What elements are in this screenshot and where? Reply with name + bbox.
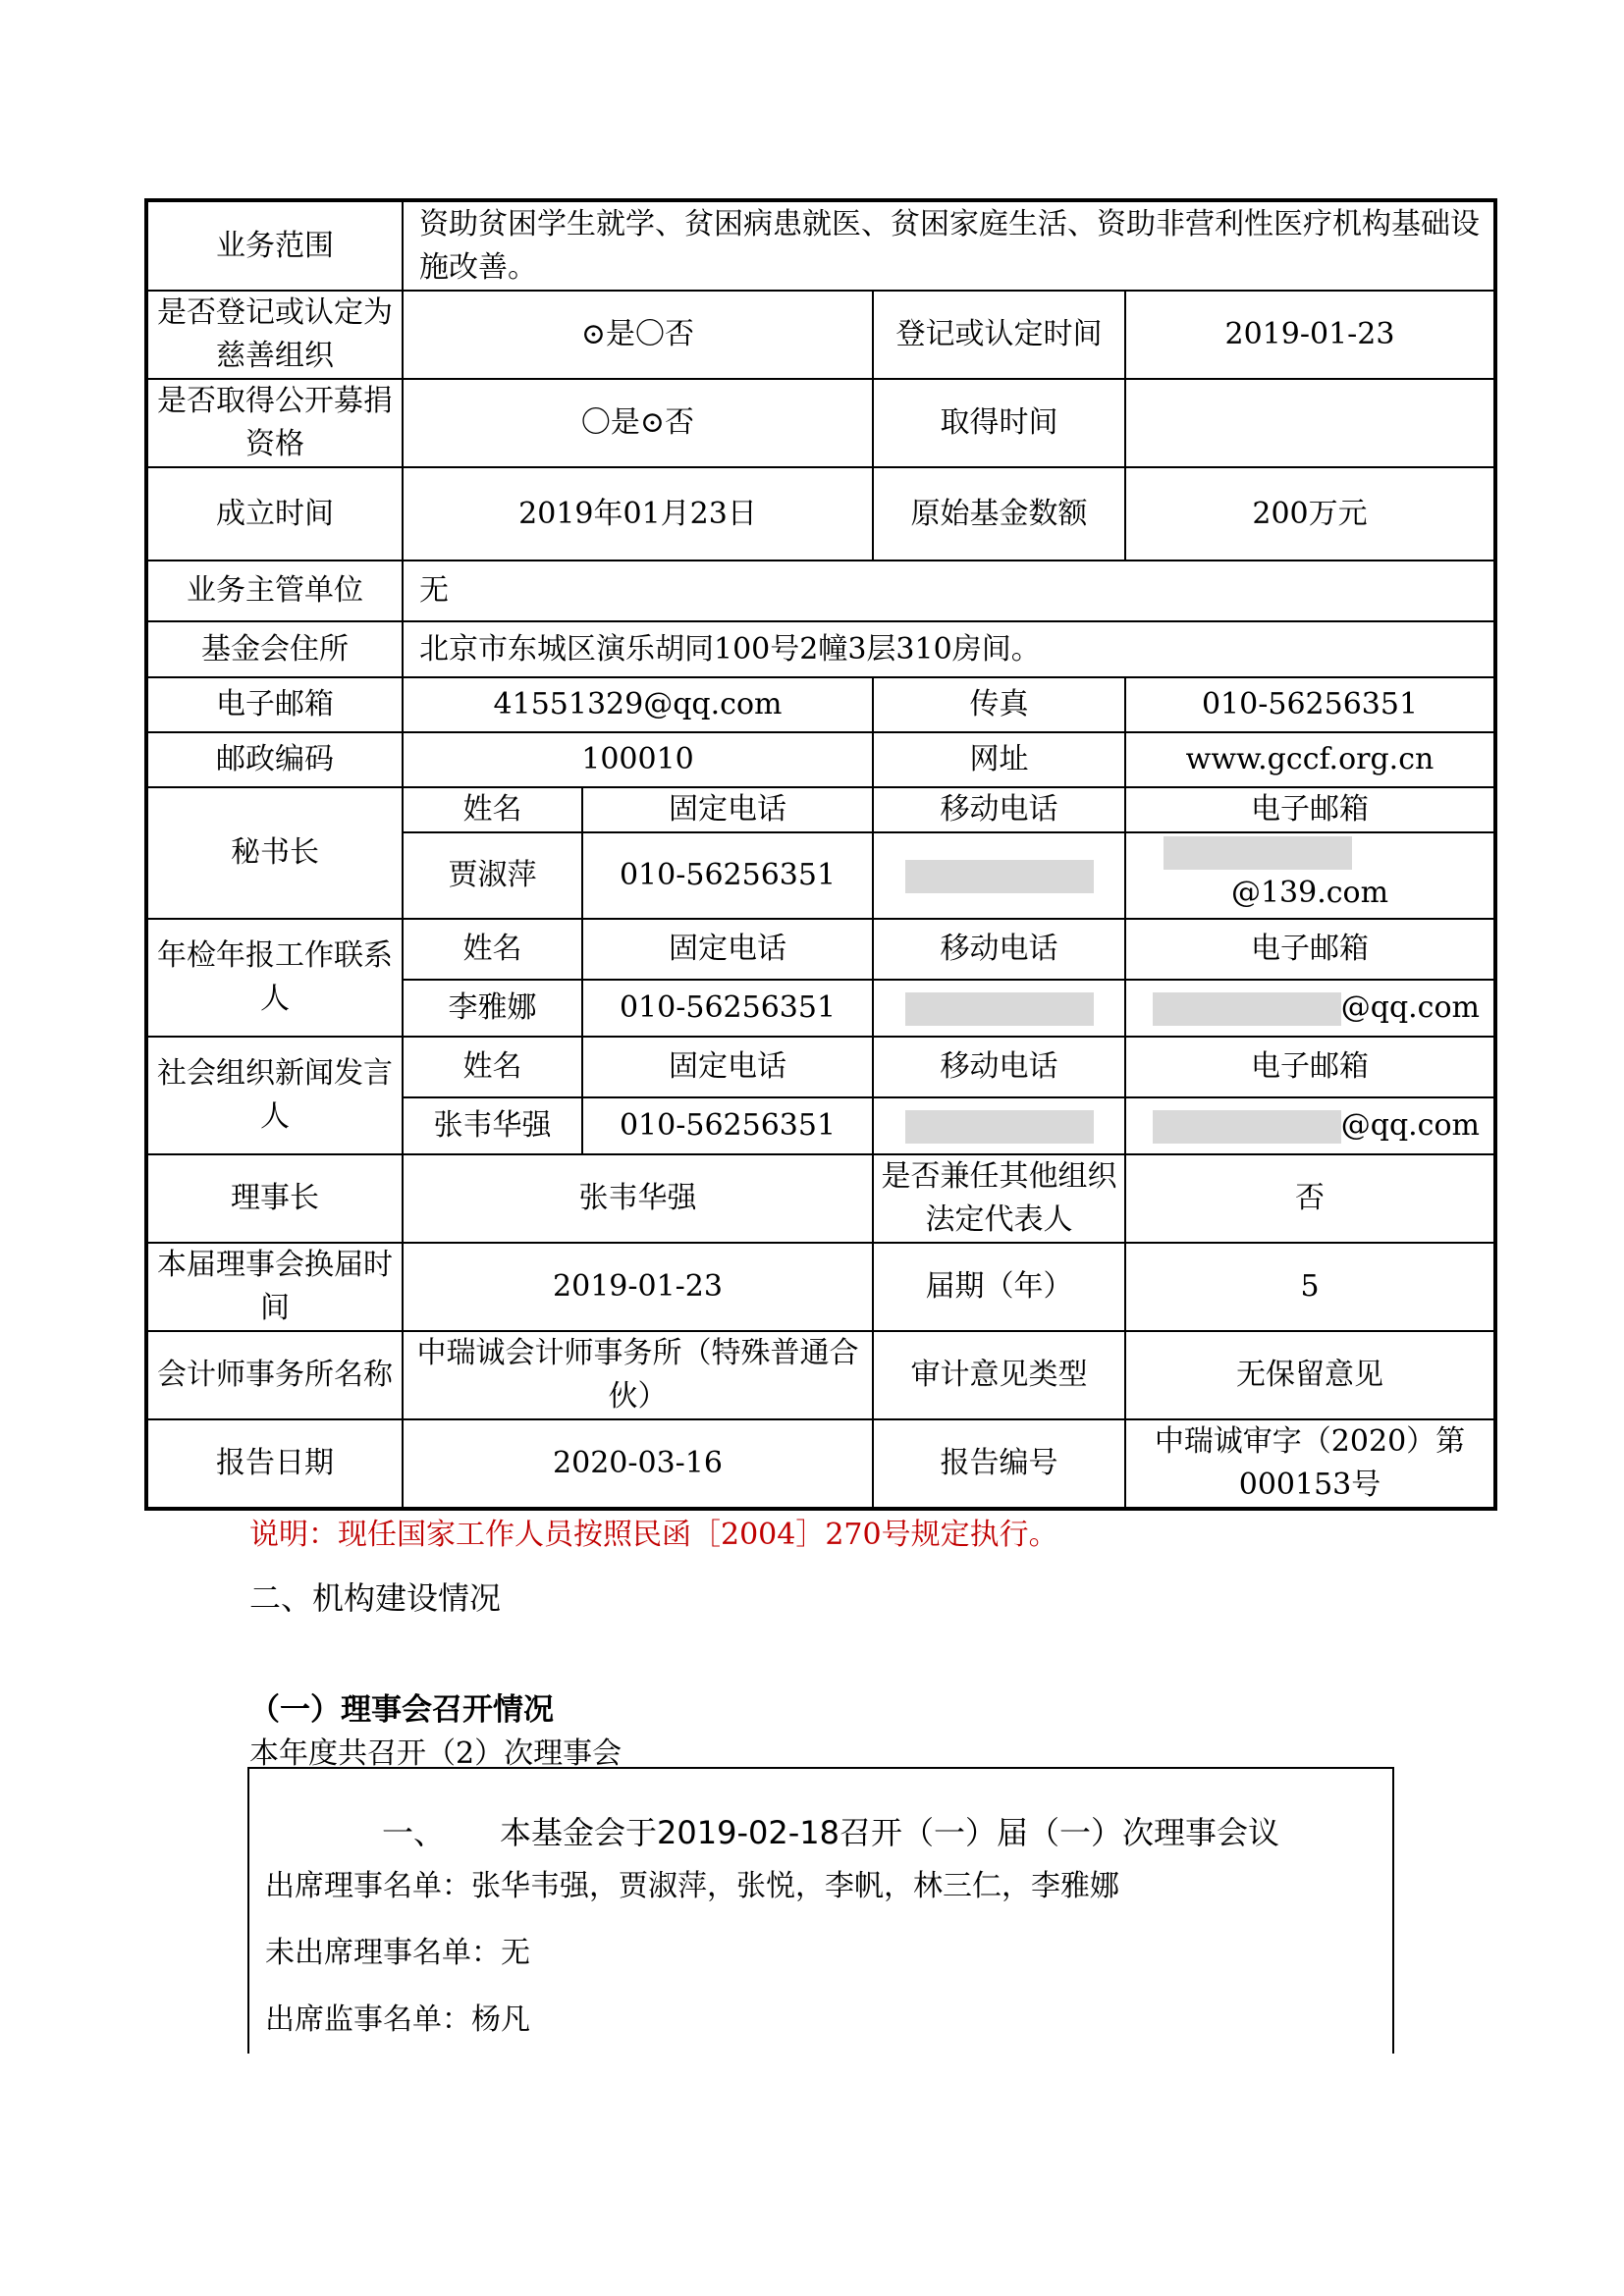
meeting-number: 一、	[382, 1814, 446, 1851]
secretary-mobile-redacted	[873, 832, 1125, 919]
redaction-bar	[1164, 836, 1352, 870]
firm-label: 会计师事务所名称	[146, 1331, 403, 1419]
spokesperson-phone: 010-56256351	[582, 1097, 873, 1154]
spokesperson-name: 张韦华强	[403, 1097, 582, 1154]
annual-contact-label: 年检年报工作联系人	[146, 919, 403, 1037]
redaction-bar	[905, 860, 1094, 893]
chair-label: 理事长	[146, 1154, 403, 1243]
opinion-value: 无保留意见	[1125, 1331, 1495, 1419]
col-email: 电子邮箱	[1125, 1037, 1495, 1097]
note-text: 说明：现任国家工作人员按照民函［2004］270号规定执行。	[249, 1518, 1058, 1552]
redaction-bar	[905, 1110, 1094, 1144]
secretary-name: 贾淑萍	[403, 832, 582, 919]
concurrent-label: 是否兼任其他组织法定代表人	[873, 1154, 1125, 1243]
redaction-bar	[1153, 1110, 1341, 1144]
term-years-label: 届期（年）	[873, 1243, 1125, 1331]
spokesperson-mobile-redacted	[873, 1097, 1125, 1154]
meeting-absent: 未出席理事名单：无	[265, 1936, 530, 1970]
col-name: 姓名	[403, 919, 582, 980]
email-value: 41551329@qq.com	[403, 677, 873, 732]
col-email: 电子邮箱	[1125, 787, 1495, 832]
col-name: 姓名	[403, 787, 582, 832]
spokesperson-email: @qq.com	[1340, 1108, 1480, 1143]
fundraise-label: 是否取得公开募捐资格	[146, 379, 403, 467]
fundraise-time-label: 取得时间	[873, 379, 1125, 467]
authority-value: 无	[403, 561, 1495, 621]
address-value: 北京市东城区演乐胡同100号2幢3层310房间。	[403, 621, 1495, 677]
redaction-bar	[905, 992, 1094, 1026]
scope-label: 业务范围	[146, 200, 403, 291]
website-label: 网址	[873, 732, 1125, 787]
annual-name: 李雅娜	[403, 980, 582, 1037]
secretary-phone: 010-56256351	[582, 832, 873, 919]
concurrent-value: 否	[1125, 1154, 1495, 1243]
fundraise-time-value	[1125, 379, 1495, 467]
term-time-label: 本届理事会换届时间	[146, 1243, 403, 1331]
term-time-value: 2019-01-23	[403, 1243, 873, 1331]
report-no-label: 报告编号	[873, 1419, 1125, 1509]
charity-time-label: 登记或认定时间	[873, 291, 1125, 379]
meeting-title-line	[382, 1808, 1279, 1853]
annual-phone: 010-56256351	[582, 980, 873, 1037]
fax-label: 传真	[873, 677, 1125, 732]
opinion-label: 审计意见类型	[873, 1331, 1125, 1419]
meeting-title: 本基金会于2019-02-18召开（一）届（一）次理事会议	[500, 1814, 1279, 1851]
meeting-attended: 出席理事名单：张华韦强，贾淑萍，张悦，李帆，林三仁，李雅娜	[265, 1869, 1119, 1903]
secretary-email-cell	[1125, 832, 1495, 919]
fund-value: 200万元	[1125, 467, 1495, 561]
scope-value: 资助贫困学生就学、贫困病患就医、贫困家庭生活、资助非营利性医疗机构基础设施改善。	[403, 200, 1495, 291]
founded-value: 2019年01月23日	[403, 467, 873, 561]
charity-time-value: 2019-01-23	[1125, 291, 1495, 379]
authority-label: 业务主管单位	[146, 561, 403, 621]
fax-value: 010-56256351	[1125, 677, 1495, 732]
meeting-box	[247, 1767, 1394, 2054]
col-phone: 固定电话	[582, 919, 873, 980]
report-no-value: 中瑞诚审字（2020）第000153号	[1125, 1419, 1495, 1509]
postcode-label: 邮政编码	[146, 732, 403, 787]
charity-label: 是否登记或认定为慈善组织	[146, 291, 403, 379]
email-label: 电子邮箱	[146, 677, 403, 732]
spokesperson-label: 社会组织新闻发言人	[146, 1037, 403, 1154]
section2-title: 二、机构建设情况	[249, 1579, 502, 1617]
col-mobile: 移动电话	[873, 1037, 1125, 1097]
redaction-bar	[1153, 992, 1341, 1026]
col-name: 姓名	[403, 1037, 582, 1097]
subsection1-title: （一）理事会召开情况	[249, 1692, 554, 1728]
postcode-value: 100010	[403, 732, 873, 787]
annual-email-cell	[1125, 980, 1495, 1037]
annual-email: @qq.com	[1340, 990, 1480, 1025]
report-date-label: 报告日期	[146, 1419, 403, 1509]
fund-label: 原始基金数额	[873, 467, 1125, 561]
col-mobile: 移动电话	[873, 919, 1125, 980]
secretary-email: @139.com	[1230, 876, 1389, 910]
annual-mobile-redacted	[873, 980, 1125, 1037]
address-label: 基金会住所	[146, 621, 403, 677]
chair-value: 张韦华强	[403, 1154, 873, 1243]
col-phone: 固定电话	[582, 1037, 873, 1097]
spokesperson-email-cell	[1125, 1097, 1495, 1154]
col-mobile: 移动电话	[873, 787, 1125, 832]
website-value: www.gccf.org.cn	[1125, 732, 1495, 787]
founded-label: 成立时间	[146, 467, 403, 561]
foundation-info-table	[144, 198, 1497, 1511]
col-phone: 固定电话	[582, 787, 873, 832]
meeting-supervisors: 出席监事名单：杨凡	[265, 2002, 530, 2037]
term-years-value: 5	[1125, 1243, 1495, 1331]
col-email: 电子邮箱	[1125, 919, 1495, 980]
report-date-value: 2020-03-16	[403, 1419, 873, 1509]
charity-value: ⊙是〇否	[403, 291, 873, 379]
secretary-label: 秘书长	[146, 787, 403, 919]
firm-value: 中瑞诚会计师事务所（特殊普通合伙）	[403, 1331, 873, 1419]
fundraise-value: 〇是⊙否	[403, 379, 873, 467]
meetings-count: 本年度共召开（2）次理事会	[249, 1736, 623, 1771]
